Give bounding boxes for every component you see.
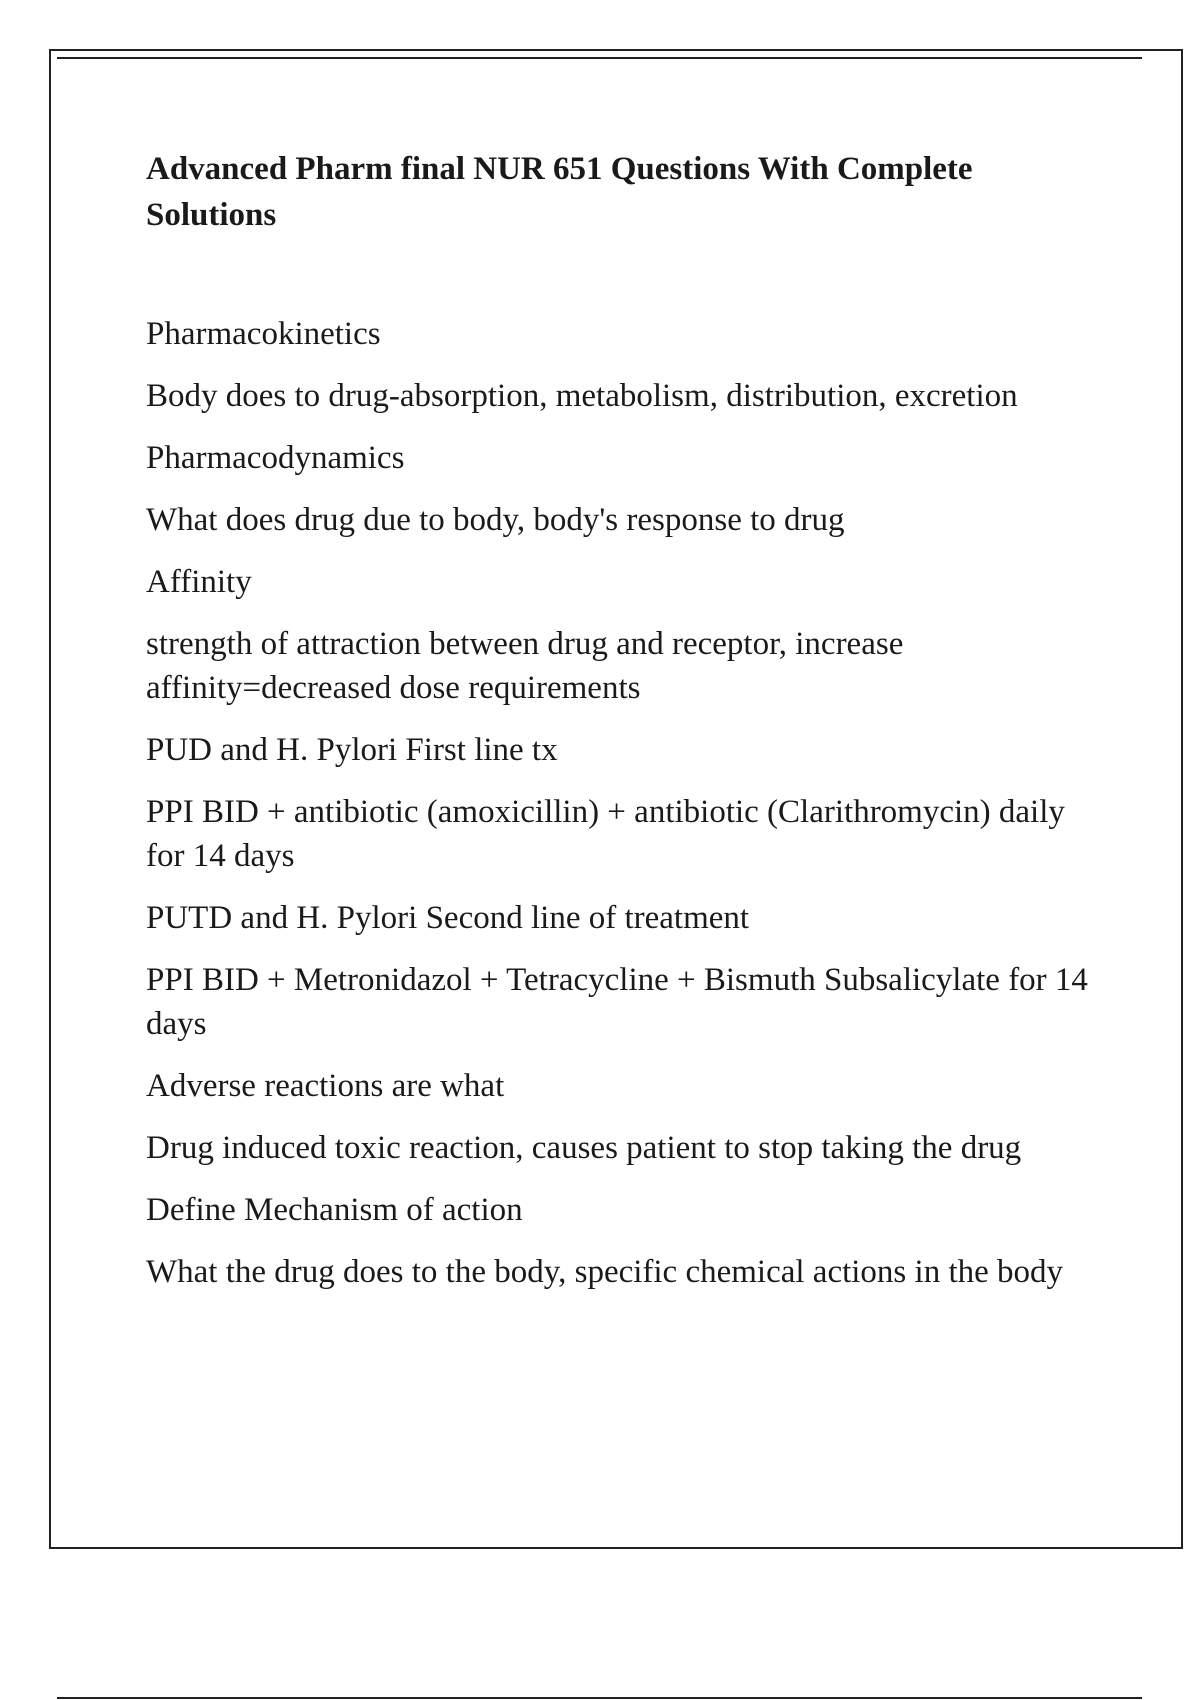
qa-list	[146, 312, 1106, 1294]
definition-pharmacokinetics: Body does to drug-absorption, metabolism, distribution, excretion	[146, 378, 1018, 414]
definition-mechanism-of-action: What the drug does to the body, specific chemical actions in the body	[146, 1254, 1064, 1290]
definition-adverse-reactions: Drug induced toxic reaction, causes patient to stop taking the drug	[146, 1130, 1022, 1166]
term-pud-first-line: PUD and H. Pylori First line tx	[146, 732, 558, 768]
document-body	[146, 146, 1106, 1312]
document-title: Advanced Pharm final NUR 651 Questions With Complete Solutions	[146, 151, 973, 233]
definition-pharmacodynamics: What does drug due to body, body's response to drug	[146, 502, 845, 538]
term-pud-second-line: PUTD and H. Pylori Second line of treatment	[146, 900, 750, 936]
term-affinity: Affinity	[146, 564, 252, 600]
definition-affinity: strength of attraction between drug and receptor, increase affinity=decreased dose requirements	[146, 626, 904, 706]
definition-pud-second-line: PPI BID + Metronidazol + Tetracycline + Bismuth Subsalicylate for 14 days	[146, 962, 1088, 1042]
top-double-rule	[57, 57, 1142, 59]
term-adverse-reactions: Adverse reactions are what	[146, 1068, 505, 1104]
term-pharmacokinetics: Pharmacokinetics	[146, 316, 381, 352]
footer-rule	[57, 1697, 1142, 1699]
definition-pud-first-line: PPI BID + antibiotic (amoxicillin) + antibiotic (Clarithromycin) daily for 14 days	[146, 794, 1065, 874]
term-mechanism-of-action: Define Mechanism of action	[146, 1192, 523, 1228]
term-pharmacodynamics: Pharmacodynamics	[146, 440, 405, 476]
